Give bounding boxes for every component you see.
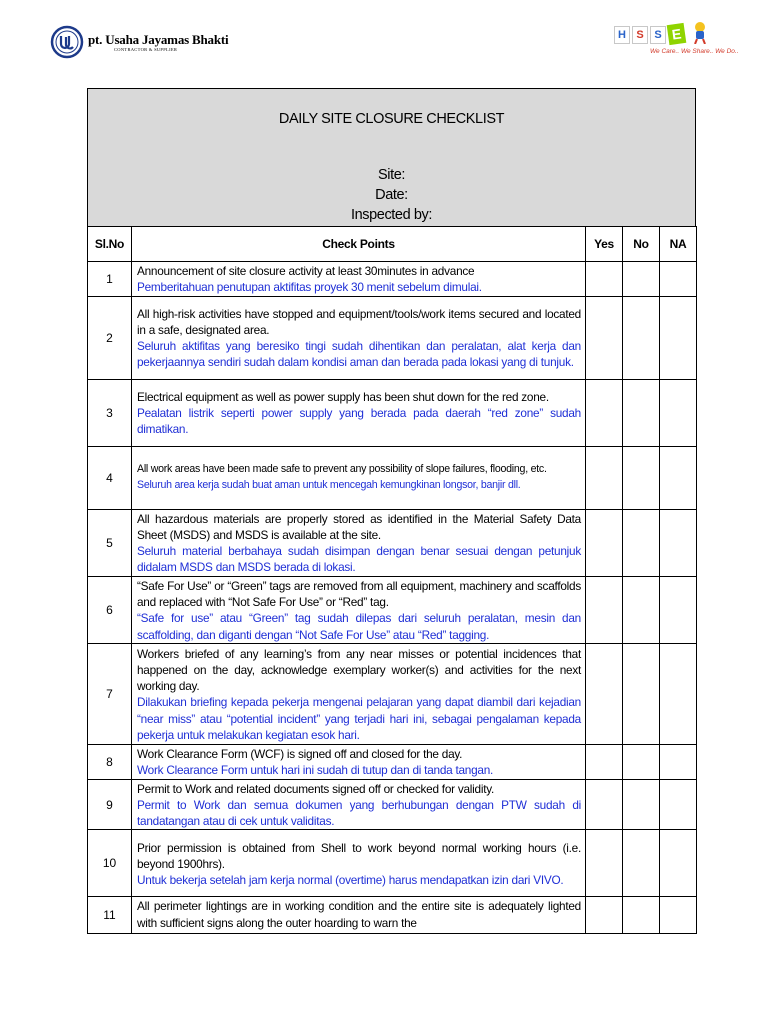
column-header-yes: Yes — [586, 227, 623, 262]
na-cell[interactable] — [660, 446, 697, 509]
table-row — [88, 296, 697, 379]
table-row — [88, 262, 697, 297]
check-point-english: All perimeter lightings are in working condition and the entire site is adequately lighted with sufficient signs along the outer hoarding to warn the — [137, 899, 581, 930]
table-row — [88, 446, 697, 509]
check-point-indonesian: Pemberitahuan penutupan aktifitas proyek 30 menit sebelum dimulai. — [137, 280, 482, 295]
check-point-english: “Safe For Use” or “Green” tags are removed from all equipment, machinery and scaffolds and replaced with “Not Safe For Use” or “Red” tag. — [137, 578, 581, 610]
mascot-icon — [689, 20, 711, 44]
check-point — [132, 779, 586, 830]
na-cell[interactable] — [660, 379, 697, 446]
date-label: Date: — [375, 187, 408, 203]
na-cell[interactable] — [660, 830, 697, 897]
yes-cell[interactable] — [586, 830, 623, 897]
check-point-indonesian: Permit to Work dan semua dokumen yang berhubungan dengan PTW sudah di tandatangan atau di cek untuk validitas. — [137, 797, 581, 829]
yes-cell[interactable] — [586, 897, 623, 934]
yes-cell[interactable] — [586, 744, 623, 779]
check-point-english: All hazardous materials are properly stored as identified in the Material Safety Data Sheet (MSDS) and MSDS is available at the site. — [137, 511, 581, 542]
yes-cell[interactable] — [586, 379, 623, 446]
table-header-row — [88, 227, 697, 262]
check-point — [132, 296, 586, 379]
check-point — [132, 744, 586, 779]
row-number: 4 — [88, 446, 132, 509]
check-point — [132, 262, 586, 297]
column-header-slno: Sl.No — [88, 227, 132, 262]
check-point-english: Workers briefed of any learning’s from any near misses or potential incidences that happened on the day, acknowledge exemplary worker(s) and activities for the next working day. — [137, 646, 581, 694]
no-cell[interactable] — [623, 576, 660, 643]
table-row — [88, 744, 697, 779]
check-point — [132, 576, 586, 643]
na-cell[interactable] — [660, 897, 697, 934]
no-cell[interactable] — [623, 830, 660, 897]
na-cell[interactable] — [660, 779, 697, 830]
column-header-check-points: Check Points — [132, 227, 586, 262]
check-point-indonesian: Seluruh aktifitas yang beresiko tingi sudah dihentikan dan peralatan, alat kerja dan pekerjaannya sendiri sudah dalam kondisi aman dan berada pada lokasi yang di tunjuk. — [137, 339, 581, 370]
hsse-tagline: We Care.. We Share.. We Do.. — [650, 48, 739, 55]
check-point — [132, 379, 586, 446]
row-number: 1 — [88, 262, 132, 297]
check-point — [132, 446, 586, 509]
no-cell[interactable] — [623, 509, 660, 576]
check-point-english: Permit to Work and related documents signed off or checked for validity. — [137, 781, 495, 796]
site-label: Site: — [377, 167, 405, 183]
row-number: 3 — [88, 379, 132, 446]
na-cell[interactable] — [660, 509, 697, 576]
check-point-indonesian: Pealatan listrik seperti power supply yang berada pada daerah “red zone” sudah dimatikan. — [137, 405, 581, 437]
company-emblem-icon — [50, 25, 84, 59]
yes-cell[interactable] — [586, 643, 623, 744]
inspected-by-label: Inspected by: — [350, 207, 433, 223]
na-cell[interactable] — [660, 296, 697, 379]
hsse-letter-h: H — [614, 26, 630, 44]
row-number: 9 — [88, 779, 132, 830]
document-title: DAILY SITE CLOSURE CHECKLIST — [278, 111, 505, 127]
company-logo — [50, 24, 228, 60]
row-number: 5 — [88, 509, 132, 576]
no-cell[interactable] — [623, 897, 660, 934]
row-number: 10 — [88, 830, 132, 897]
hsse-letter-s1: S — [632, 26, 648, 44]
check-point-english: Work Clearance Form (WCF) is signed off and closed for the day. — [137, 746, 463, 761]
no-cell[interactable] — [623, 379, 660, 446]
table-row — [88, 379, 697, 446]
na-cell[interactable] — [660, 744, 697, 779]
yes-cell[interactable] — [586, 509, 623, 576]
column-header-no: No — [623, 227, 660, 262]
hsse-letter-e: E — [667, 23, 687, 45]
table-row — [88, 897, 697, 934]
na-cell[interactable] — [660, 643, 697, 744]
no-cell[interactable] — [623, 262, 660, 297]
company-subtitle: CONTRACTOR & SUPPLIER — [114, 46, 178, 52]
check-point-english: All work areas have been made safe to prevent any possibility of slope failures, flooding, etc. — [137, 463, 547, 476]
no-cell[interactable] — [623, 779, 660, 830]
check-point-indonesian: Seluruh area kerja sudah buat aman untuk mencegah kemungkinan longsor, banjir dll. — [137, 479, 521, 492]
no-cell[interactable] — [623, 744, 660, 779]
table-row — [88, 576, 697, 643]
checklist-table — [87, 226, 697, 934]
no-cell[interactable] — [623, 446, 660, 509]
table-row — [88, 779, 697, 830]
yes-cell[interactable] — [586, 296, 623, 379]
check-point — [132, 830, 586, 897]
document-header — [87, 88, 696, 227]
hsse-logo — [614, 20, 754, 66]
check-point-english: Electrical equipment as well as power supply has been shut down for the red zone. — [137, 389, 549, 404]
check-point-english: Announcement of site closure activity at least 30minutes in advance — [137, 264, 475, 278]
na-cell[interactable] — [660, 262, 697, 297]
check-point-indonesian: Dilakukan briefing kepada pekerja mengenai pelajaran yang dapat diambil dari kejadian “near miss” atau “potential incident” yang terjadi hari ini, sebagai pengalaman kepada pekerja untuk melakukan kegiatan esok hari. — [137, 695, 581, 743]
check-point — [132, 897, 586, 934]
check-point-indonesian: Seluruh material berbahaya sudah disimpan dengan benar sesuai dengan petunjuk didalam MSDS dan MSDS berada di lokasi. — [137, 544, 581, 575]
company-name: pt. Usaha Jayamas Bhakti — [88, 31, 229, 47]
check-point-english: All high-risk activities have stopped and equipment/tools/work items secured and located in a safe, designated area. — [137, 306, 581, 337]
check-point-indonesian: Work Clearance Form untuk hari ini sudah di tutup dan di tanda tangan. — [137, 763, 494, 778]
check-point — [132, 643, 586, 744]
row-number: 8 — [88, 744, 132, 779]
yes-cell[interactable] — [586, 446, 623, 509]
yes-cell[interactable] — [586, 576, 623, 643]
na-cell[interactable] — [660, 576, 697, 643]
no-cell[interactable] — [623, 643, 660, 744]
yes-cell[interactable] — [586, 262, 623, 297]
yes-cell[interactable] — [586, 779, 623, 830]
hsse-letter-s2: S — [650, 26, 666, 44]
table-row — [88, 830, 697, 897]
row-number: 11 — [88, 897, 132, 934]
row-number: 6 — [88, 576, 132, 643]
check-point-indonesian: Untuk bekerja setelah jam kerja normal (overtime) harus mendapatkan izin dari VIVO. — [137, 873, 564, 888]
check-point — [132, 509, 586, 576]
table-row — [88, 643, 697, 744]
check-point-english: Prior permission is obtained from Shell to work beyond normal working hours (i.e. beyond 1900hrs). — [137, 840, 581, 871]
row-number: 2 — [88, 296, 132, 379]
table-row — [88, 509, 697, 576]
check-point-indonesian: “Safe for use” atau “Green” tag sudah dilepas dari seluruh peralatan, mesin dan scaffolding, dan diganti dengan “Not Safe For Use” atau “Red” tagging. — [137, 611, 581, 642]
row-number: 7 — [88, 643, 132, 744]
column-header-na: NA — [660, 227, 697, 262]
no-cell[interactable] — [623, 296, 660, 379]
